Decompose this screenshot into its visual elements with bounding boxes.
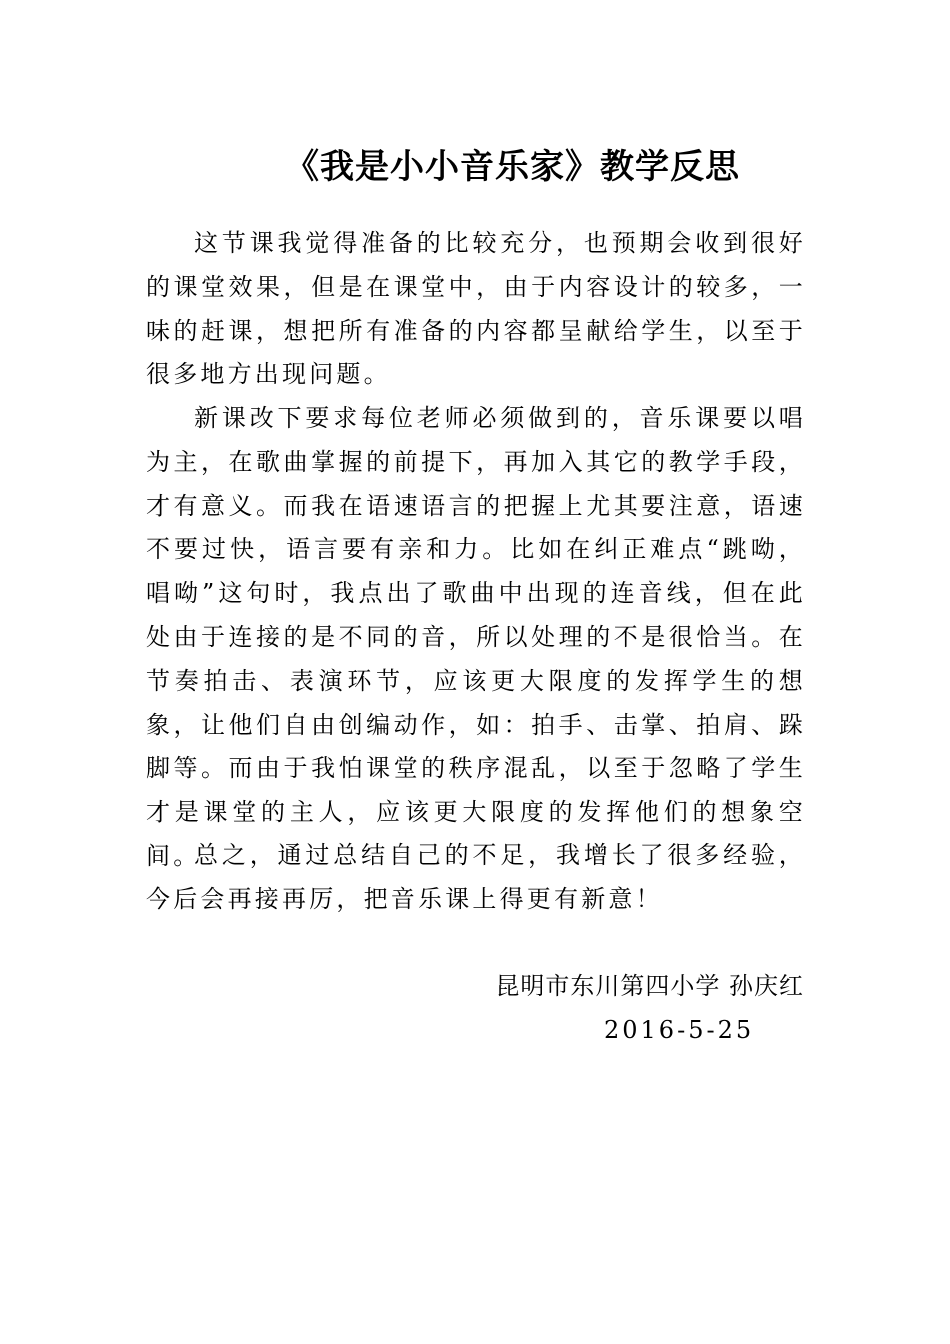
signature-school-author: 昆明市东川第四小学 孙庆红 [495,972,804,1000]
paragraph-2: 新课改下要求每位老师必须做到的，音乐课要以唱为主，在歌曲掌握的前提下，再加入其它的教学手段，才有意义。而我在语速语言的把握上尤其要注意，语速不要过快，语言要有亲和力。比如在纠正难点“跳呦，唱呦”这句时，我点出了歌曲中出现的连音线，但在此处由于连接的是不同的音，所以处理的不是很恰当。在节奏拍击、表演环节，应该更大限度的发挥学生的想象，让他们自由创编动作，如：拍手、击掌、拍肩、跺脚等。而由于我怕课堂的秩序混乱，以至于忽略了学生才是课堂的主人，应该更大限度的发挥他们的想象空间。 [146,404,806,870]
signature-date: 2016-5-25 [604,1016,755,1044]
paragraph-3: 总之，通过总结自己的不足，我增长了很多经验，今后会再接再厉，把音乐课上得更有新意！ [146,841,806,913]
document-title: 《我是小小音乐家》教学反思 [285,146,740,187]
paragraph-1: 这节课我觉得准备的比较充分，也预期会收到很好的课堂效果，但是在课堂中，由于内容设计的较多，一味的赶课，想把所有准备的内容都呈献给学生，以至于很多地方出现问题。 [146,229,806,389]
